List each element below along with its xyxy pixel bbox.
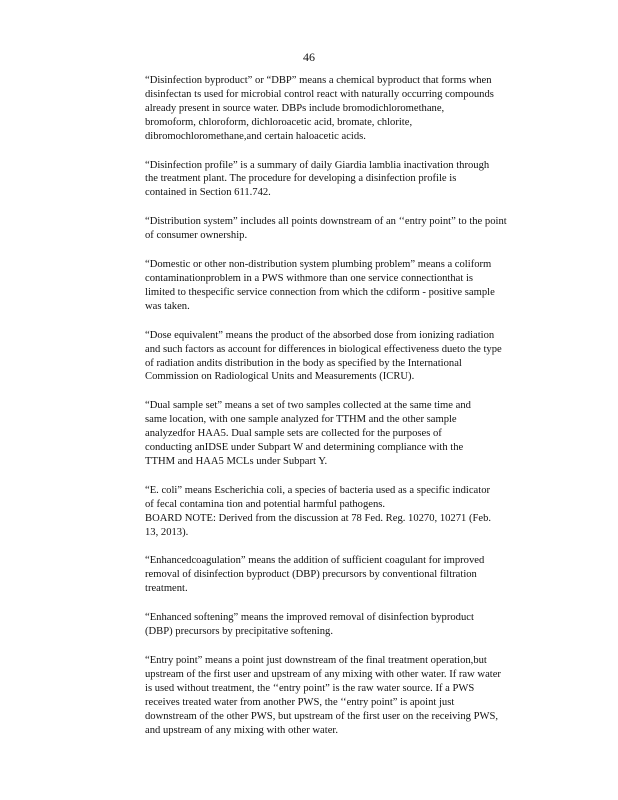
- text-line: “Domestic or other non-distribution system plumbing problem” means a coliform: [145, 259, 492, 271]
- text-line: dibromochloromethane,and certain haloacetic acids.: [145, 130, 366, 142]
- text-line: “Disinfection byproduct” or “DBP” means a chemical byproduct that forms when: [145, 75, 492, 86]
- text-line: was taken.: [145, 300, 190, 312]
- text-line: downstream of the other PWS, but upstream of the first user on the receiving PWS,: [145, 710, 499, 722]
- definition-paragraph: [145, 159, 545, 201]
- definition-paragraph: [145, 329, 545, 385]
- text-line: contained in Section 611.742.: [145, 187, 271, 199]
- text-line: of fecal contamina tion and potential harmful pathogens.: [145, 498, 386, 510]
- text-line: and upstream of any mixing with other water.: [145, 724, 338, 736]
- text-line: upstream of the first user and upstream of any mixing with other water. If raw water: [145, 668, 501, 680]
- text-line: removal of disinfection byproduct (DBP) precursors by conventional filtration: [145, 569, 477, 581]
- text-line: “E. coli” means Escherichia coli, a species of bacteria used as a specific indicator: [145, 484, 491, 496]
- definition-paragraph: [145, 484, 545, 540]
- definition-paragraph: [145, 399, 545, 469]
- text-line: and such factors as account for differences in biological effectiveness dueto the type: [145, 343, 502, 355]
- definition-paragraph: [145, 74, 545, 144]
- definition-paragraph: [145, 554, 545, 596]
- text-line: “Dual sample set” means a set of two samples collected at the same time and: [145, 400, 471, 412]
- text-line: contaminationproblem in a PWS withmore than one service connectionthat is: [145, 272, 474, 284]
- definition-paragraph: [145, 258, 545, 314]
- text-line: analyzedfor HAA5. Dual sample sets are collected for the purposes of: [145, 428, 442, 440]
- definition-paragraph: [145, 215, 545, 243]
- definition-paragraph: [145, 654, 545, 737]
- text-line: of consumer ownership.: [145, 230, 248, 242]
- text-line: “Disinfection profile” is a summary of daily Giardia lamblia inactivation through: [145, 159, 490, 171]
- text-line: “Enhancedcoagulation” means the addition of sufficient coagulant for improved: [145, 555, 485, 567]
- text-line: “Entry point” means a point just downstream of the final treatment operation,but: [145, 655, 487, 666]
- text-line: of radiation andits distribution in the body as specified by the International: [145, 357, 462, 369]
- text-line: BOARD NOTE: Derived from the discussion at 78 Fed. Reg. 10270, 10271 (Feb.: [145, 512, 492, 524]
- text-line: disinfectan ts used for microbial control react with naturally occurring compounds: [145, 88, 494, 100]
- text-line: the treatment plant. The procedure for developing a disinfection profile is: [145, 173, 457, 185]
- text-line: same location, with one sample analyzed for TTHM and the other sample: [145, 414, 457, 426]
- text-line: “Distribution system” includes all points downstream of an ‘‘entry point” to the point: [145, 216, 507, 228]
- definition-paragraph: [145, 611, 545, 639]
- text-line: Commission on Radiological Units and Measurements (ICRU).: [145, 371, 415, 383]
- text-line: bromoform, chloroform, dichloroacetic acid, bromate, chlorite,: [145, 116, 413, 128]
- text-line: limited to thespecific service connection from which the cdiform - positive sample: [145, 286, 495, 298]
- text-line: treatment.: [145, 583, 188, 595]
- text-line: 13, 2013).: [145, 526, 189, 538]
- text-line: “Dose equivalent” means the product of the absorbed dose from ionizing radiation: [145, 329, 495, 341]
- text-line: already present in source water. DBPs include bromodichloromethane,: [145, 102, 445, 114]
- page-body: [145, 74, 545, 752]
- text-line: (DBP) precursors by precipitative softening.: [145, 626, 333, 638]
- text-line: TTHM and HAA5 MCLs under Subpart Y.: [145, 455, 328, 467]
- text-line: receives treated water from another PWS, the ‘‘entry point” is apoint just: [145, 696, 455, 708]
- page-number: 46: [303, 50, 315, 64]
- text-line: “Enhanced softening” means the improved removal of disinfection byproduct: [145, 612, 474, 624]
- text-line: is used without treatment, the ‘‘entry point” is the raw water source. If a PWS: [145, 682, 475, 694]
- text-line: conducting anIDSE under Subpart W and determining compliance with the: [145, 442, 464, 454]
